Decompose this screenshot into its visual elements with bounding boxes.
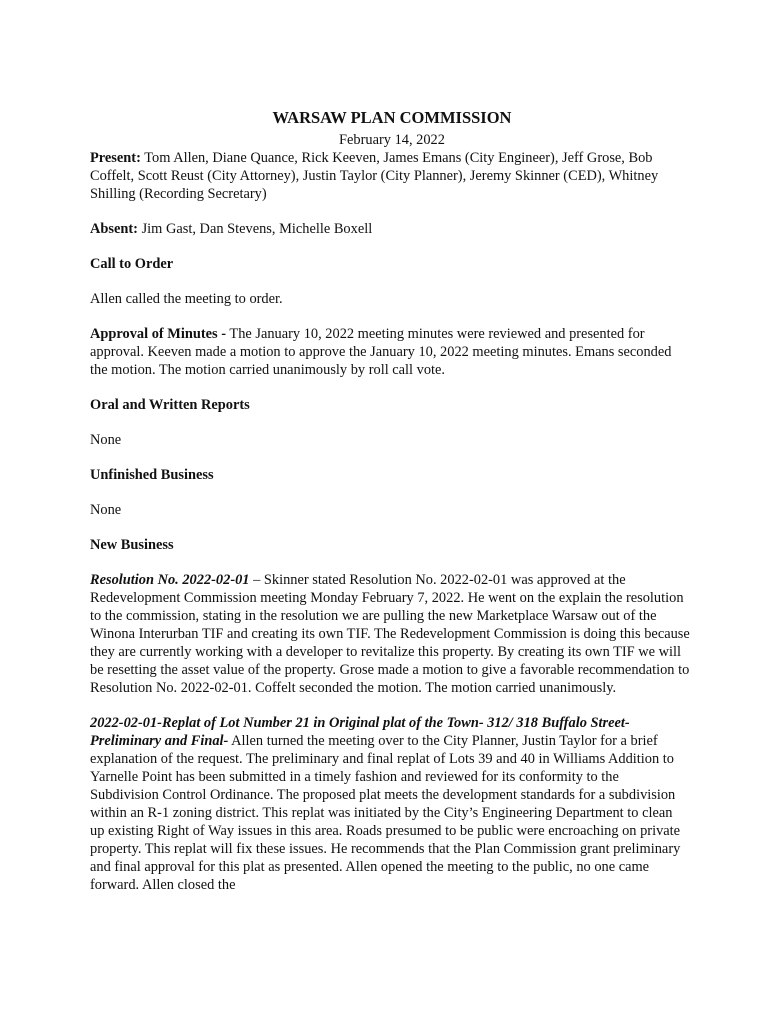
approval-text: The January 10, 2022 meeting minutes were reviewed and presented for approval. Keeven made a motion to approve the January 10, 2022 meeting minutes. Emans seconded the motion. The motion carried unanimously by roll call vote. — [90, 326, 672, 378]
new-business-heading: New Business — [90, 537, 174, 553]
replat-text: Allen turned the meeting over to the City Planner, Justin Taylor for a brief explanation of the request. The preliminary and final replat of Lots 39 and 40 in Williams Addition to Yarnelle Point has been submitted in a timely fashion and reviewed for its conformity to the Subdivision Control Ordinance. The proposed plat meets the development standards for a subdivision within an R-1 zoning district. This replat was initiated by the City’s Engineering Department to clean up existing Right of Way issues in this area. Roads presumed to be public were encroaching on private property. This replat will fix these issues. He recommends that the Plan Commission grant preliminary and final approval for this plat as presented. Allen opened the meeting to the public, no one came forward. Allen closed the — [90, 733, 681, 893]
present-label: Present: — [90, 150, 141, 166]
unfinished-business-heading: Unfinished Business — [90, 467, 214, 483]
meeting-date: February 14, 2022 — [339, 132, 445, 148]
minutes-page — [90, 107, 690, 911]
resolution-text: – Skinner stated Resolution No. 2022-02-01 was approved at the Redevelopment Commission meeting Monday February 7, 2022. He went on the explain the resolution to the commission, stating in the resolution we are pulling the new Marketplace Warsaw out of the Winona Interurban TIF and creating its own TIF. The Redevelopment Commission is doing this because they are currently working with a developer to revitalize this property. By creating its own TIF we will be resetting the asset value of the property. Grose made a motion to give a favorable recommendation to Resolution No. 2022-02-01. Coffelt seconded the motion. The motion carried unanimously. — [90, 572, 690, 696]
oral-reports-text: None — [90, 432, 122, 448]
call-to-order-text: Allen called the meeting to order. — [90, 291, 283, 307]
absent-paragraph — [90, 220, 690, 238]
present-paragraph — [90, 149, 690, 203]
absent-label: Absent: — [90, 221, 138, 237]
approval-paragraph — [90, 325, 690, 379]
resolution-paragraph — [90, 571, 690, 697]
call-to-order-heading: Call to Order — [90, 256, 174, 272]
absent-text: Jim Gast, Dan Stevens, Michelle Boxell — [137, 221, 373, 237]
replat-label: 2022-02-01-Replat of Lot Number 21 in Original plat of the Town- 312/ 318 Buffalo Street- Preliminary and Final- — [90, 715, 630, 749]
replat-paragraph — [90, 714, 690, 894]
resolution-label: Resolution No. 2022-02-01 — [90, 572, 250, 588]
document-title: WARSAW PLAN COMMISSION — [272, 108, 512, 127]
unfinished-business-text: None — [90, 502, 122, 518]
oral-reports-heading: Oral and Written Reports — [90, 397, 250, 413]
present-text: Tom Allen, Diane Quance, Rick Keeven, James Emans (City Engineer), Jeff Grose, Bob Coffelt, Scott Reust (City Attorney), Justin Taylor (City Planner), Jeremy Skinner (CED), Whitney Shilling (Recording Secretary) — [90, 150, 659, 202]
approval-label: Approval of Minutes - — [90, 326, 227, 342]
